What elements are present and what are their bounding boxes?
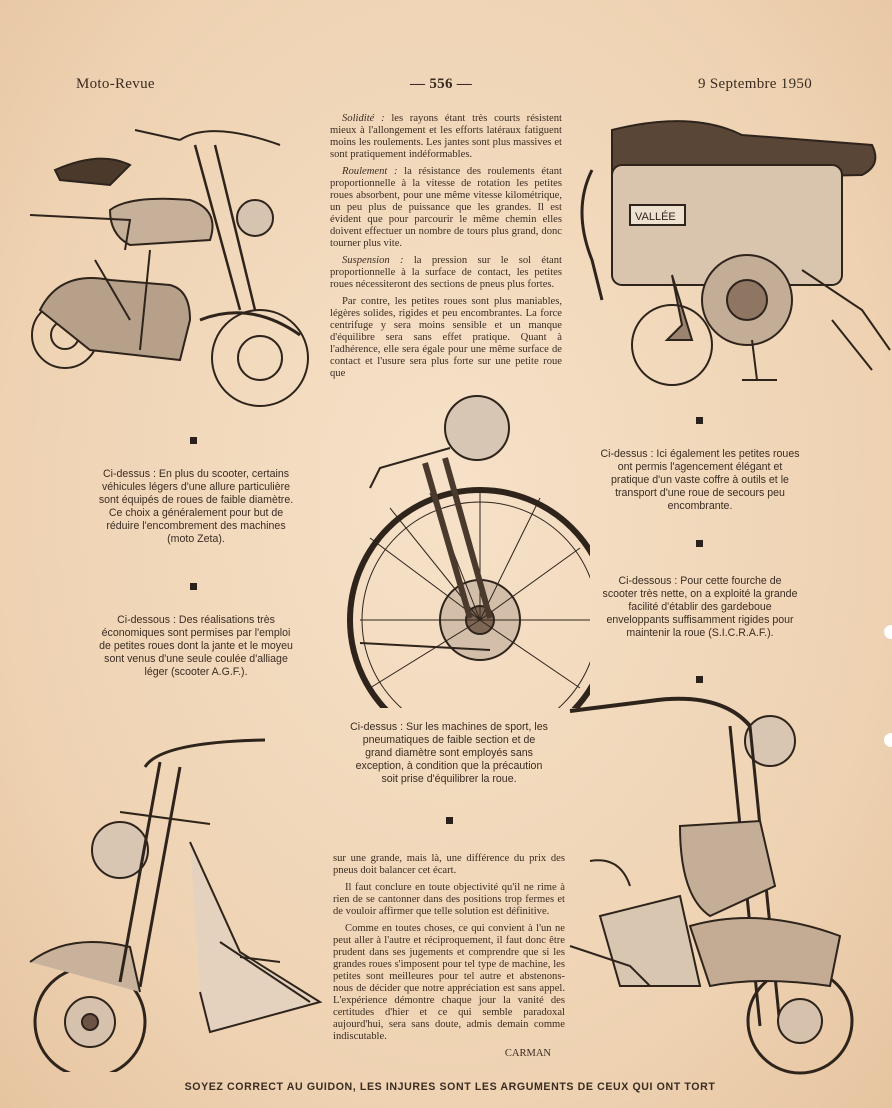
bullet-square (696, 676, 703, 683)
caption-coffre: Ci-dessus : Ici également les petites roues ont permis l'agencement élégant et pratique d'un vaste coffre à outils et le transport d'une roue de secours peu encombrante. (600, 448, 800, 512)
scooter-brand-plate: VALLÉE (635, 211, 676, 223)
footer-slogan: SOYEZ CORRECT AU GUIDON, LES INJURES SONT LES ARGUMENTS DE CEUX QUI ONT TORT (184, 1081, 716, 1093)
sport-fork-illustration (330, 388, 590, 708)
paragraph-solidite: Solidité : les rayons étant très courts résistent mieux à l'allongement et les efforts latéraux fatiguent moins les roulements. Les jantes sont plus massives et sont pratiquement indéformables. (330, 113, 562, 160)
author-signature: CARMAN (504, 1048, 551, 1059)
paragraph-continuation: sur une grande, mais là, une différence du prix des pneus doit balancer cet écart. (333, 853, 565, 876)
caption-agf: Ci-dessous : Des réalisations très économiques sont permises par l'emploi de petites roues dont la jante et le moyeu sont venus d'une seule coulée d'alliage léger (scooter A.G.F.). (99, 614, 293, 678)
caption-zeta: Ci-dessus : En plus du scooter, certains véhicules légers d'une allure particulière sont équipés de roues de faible diamètre. Ce choix a généralement pour but de réduire l'encombrement des machines (moto Zeta). (98, 468, 294, 545)
bullet-square (696, 417, 703, 424)
issue-date: 9 Septembre 1950 (698, 76, 812, 92)
caption-sport: Ci-dessus : Sur les machines de sport, les pneumatiques de faible section et de grand diamètre sont employés sans exception, à condition que la précaution soit prise d'équilibrer la roue. (350, 721, 548, 785)
bullet-square (696, 540, 703, 547)
bullet-square (190, 437, 197, 444)
paragraph-roulement: Roulement : la résistance des roulements étant proportionnelle à la vitesse de rotation les petites roues absorbent, pour une même vitesse kilométrique, un peu plus de puissance que les grandes. Il est évident que pour parcourir le même chemin elles doivent effectuer un nombre de tours plus grand, donc tourner plus vite. (330, 166, 562, 249)
paragraph-par-contre: Par contre, les petites roues sont plus maniables, légères solides, rigides et peu encombrantes. La force centrifuge y sera moins sensible et un manque d'équilibre sera sans effet pratique. Quant à l'adhérence, elle sera égale pour une même surface de contact et l'usure sera plus forte sur une petite roue que (330, 296, 562, 379)
magazine-name: Moto-Revue (76, 76, 155, 92)
agf-scooter-illustration (10, 732, 330, 1072)
zeta-moto-illustration (20, 120, 320, 430)
caption-sicraf: Ci-dessous : Pour cette fourche de scooter très nette, on a exploité la grande facilité d'établir des gardeboue enveloppants suffisamment rigides pour maintenir la roue (S.I.C.R.A.F.). (602, 575, 798, 639)
paragraph-comme: Comme en toutes choses, ce qui convient à l'un ne peut aller à l'autre et réciproquement, il faut donc être prudent dans ses jugements et comprendre que si les grandes roues s'imposent pour tel type de machine, les petites sont meilleures pour tel autre et abstenons-nous de décider que notre appréciation est sans appel. L'expérience démontre chaque jour la vanité des certitudes d'hier et ce qui semble paradoxal aujourd'hui, sera sans doute, admis demain comme indiscutable. (333, 923, 565, 1042)
article-column-top (330, 113, 562, 385)
scooter-coffre-illustration (572, 110, 892, 390)
paragraph-suspension: Suspension : la pression sur le sol étant proportionnelle à la surface de contact, les petites roues nécessiteront des sections de pneus plus fortes. (330, 255, 562, 290)
bullet-square (446, 817, 453, 824)
paper-hole (884, 625, 892, 639)
paper-hole (884, 733, 892, 747)
paragraph-conclure: Il faut conclure en toute objectivité qu'il ne rime à rien de se cantonner dans des positions trop fermes et de vouloir affirmer que telle solution est définitive. (333, 882, 565, 917)
sicraf-scooter-illustration (560, 686, 870, 1086)
bullet-square (190, 583, 197, 590)
article-column-bottom (333, 853, 565, 1060)
page-number: — 556 — (410, 76, 473, 92)
